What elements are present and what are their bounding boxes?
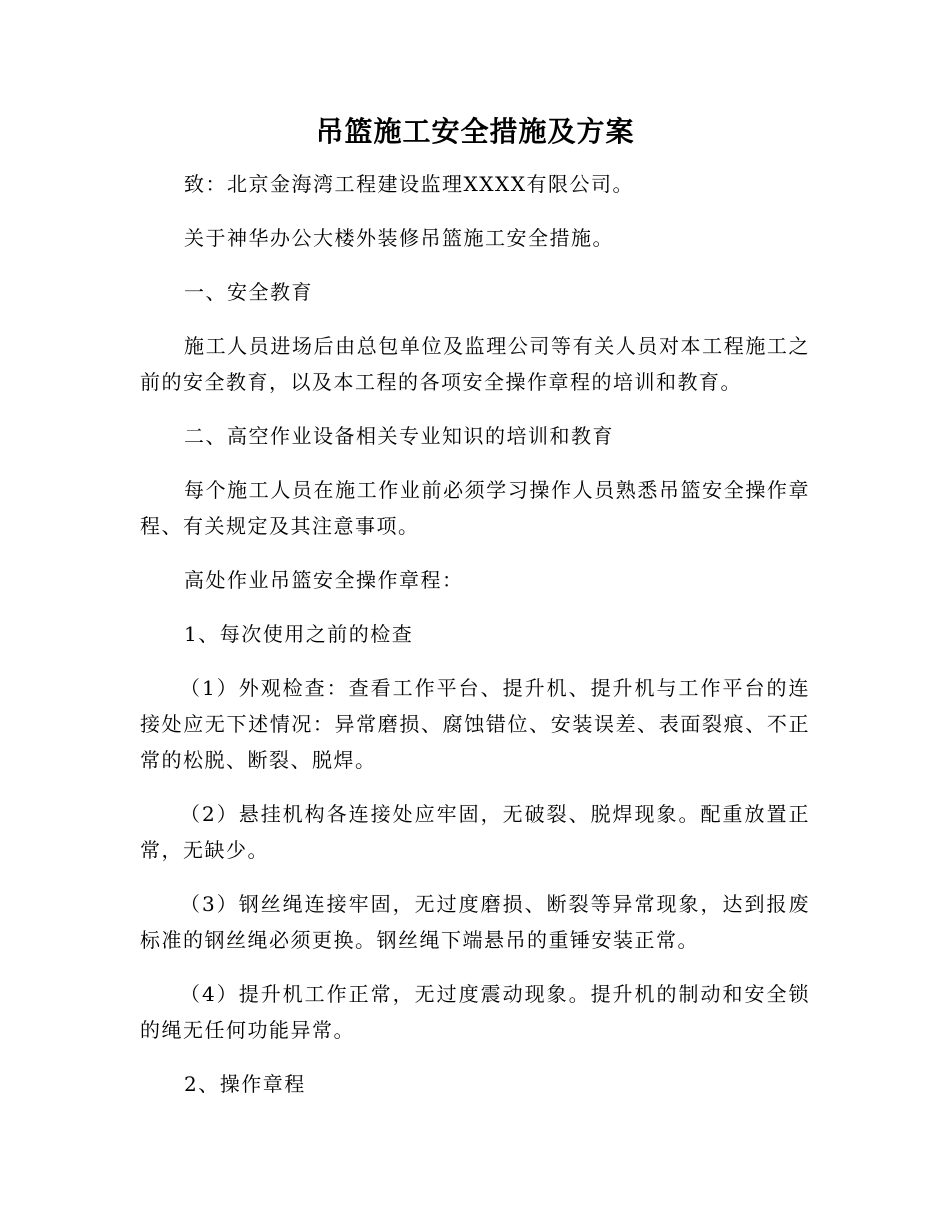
section-heading-operation: 2、操作章程	[184, 1072, 306, 1096]
document-body	[140, 166, 810, 1120]
list-item-inspection-1: （1）外观检查：查看工作平台、提升机、提升机与工作平台的连接处应无下述情况：异常磨损、腐蚀错位、安装误差、表面裂痕、不正常的松脱、断裂、脱焊。	[140, 676, 810, 772]
paragraph-subject: 关于神华办公大楼外装修吊篮施工安全措施。	[184, 226, 614, 250]
section-heading-safety-education: 一、安全教育	[184, 280, 313, 304]
list-item-inspection-4: （4）提升机工作正常，无过度震动现象。提升机的制动和安全锁的绳无任何功能异常。	[140, 982, 810, 1042]
paragraph-training: 每个施工人员在施工作业前必须学习操作人员熟悉吊篮安全操作章程、有关规定及其注意事项。	[140, 478, 810, 538]
section-heading-inspection: 1、每次使用之前的检查	[184, 622, 414, 646]
paragraph-rules-heading: 高处作业吊篮安全操作章程：	[184, 568, 464, 592]
list-item-inspection-2: （2）悬挂机构各连接处应牢固，无破裂、脱焊现象。配重放置正常，无缺少。	[140, 802, 810, 862]
list-item-inspection-3: （3）钢丝绳连接牢固，无过度磨损、断裂等异常现象，达到报废标准的钢丝绳必须更换。钢丝绳下端悬吊的重锤安装正常。	[140, 892, 810, 952]
section-heading-training: 二、高空作业设备相关专业知识的培训和教育	[184, 424, 614, 448]
document-title: 吊篮施工安全措施及方案	[315, 115, 635, 148]
paragraph-safety-education: 施工人员进场后由总包单位及监理公司等有关人员对本工程施工之前的安全教育，以及本工程的各项安全操作章程的培训和教育。	[140, 334, 810, 394]
paragraph-recipient: 致：北京金海湾工程建设监理XXXX有限公司。	[184, 172, 634, 196]
